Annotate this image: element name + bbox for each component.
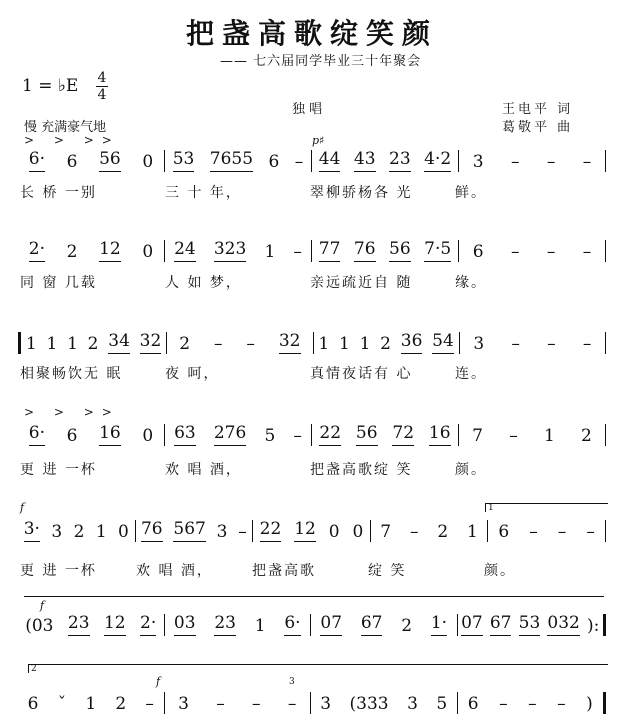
note-group: 0 [142, 152, 154, 172]
dynamic-f: f [156, 675, 161, 688]
measure [312, 149, 458, 172]
note-group: 1 [359, 334, 371, 354]
lyric-phrase: 欢 唱 酒， [136, 563, 213, 579]
note-group: 2 [581, 426, 592, 446]
note-group: 22 [260, 519, 282, 542]
note-group: 6 [268, 152, 280, 172]
lyric-phrase: 相聚畅饮无 眠 [20, 366, 123, 382]
note-group: 6 [467, 694, 479, 714]
note-group: 76 [141, 519, 163, 542]
note-group: 03 [174, 613, 196, 636]
note-group: 16 [99, 423, 121, 446]
note-group: 6 [66, 152, 78, 172]
note-group: 2 [115, 694, 127, 714]
note-group: (03 [25, 616, 54, 636]
measure [459, 242, 605, 262]
tempo-marking: 慢 充满豪气地 [24, 120, 107, 135]
note-group: 23 [389, 149, 411, 172]
lyric-phrase: 更 进 一杯 [20, 563, 97, 579]
dynamic-p: p♯ [312, 134, 325, 147]
lyrics-line [20, 563, 600, 579]
note-group: 53 [519, 613, 541, 636]
note-group: 07 [320, 613, 342, 636]
note-group: – [557, 522, 567, 542]
note-group: 7655 [210, 149, 253, 172]
lyricist: 王电平 词 [502, 102, 574, 117]
note-group: – [238, 522, 247, 542]
note-group: 5 [264, 426, 276, 446]
note-group: 0 [142, 242, 154, 262]
note-group: 1 [95, 522, 107, 542]
note-group: 53 [173, 149, 195, 172]
music-line [18, 518, 606, 542]
note-group: 07 [461, 613, 483, 636]
music-line [18, 422, 606, 446]
lyric-phrase: 把盏高歌 [252, 563, 316, 579]
dynamic-f: f [20, 501, 25, 514]
dynamic-f: f [40, 599, 45, 612]
measure [18, 423, 164, 446]
note-group: 2 [73, 522, 85, 542]
measure [312, 423, 458, 446]
measure [459, 426, 605, 446]
note-group: – [528, 694, 537, 714]
note-group: – [529, 522, 538, 542]
music-line [18, 690, 606, 714]
lyric-phrase: 颜。 [484, 563, 516, 579]
lyrics-line [20, 462, 600, 478]
measure [18, 613, 164, 636]
note-group: – [510, 152, 520, 172]
measure [312, 239, 458, 262]
note-group: 1 [338, 334, 350, 354]
measure [18, 149, 164, 172]
note-group: – [145, 694, 154, 714]
note-group: 2 [401, 616, 413, 636]
measure [18, 239, 164, 262]
note-group: 1 [318, 334, 330, 354]
lyric-phrase: 把盏高歌绽 笑 [310, 462, 413, 478]
note-group: 56 [356, 423, 378, 446]
note-group: 34 [108, 331, 130, 354]
measure [488, 522, 605, 542]
note-group: – [510, 242, 520, 262]
lyric-phrase: 绽 笑 [368, 563, 407, 579]
measure [165, 423, 311, 446]
note-group: (333 [349, 694, 389, 714]
barline [605, 150, 606, 172]
note-group: 6 [472, 242, 484, 262]
note-group: 567 [173, 519, 205, 542]
measure [458, 694, 604, 714]
note-group: 6 [27, 694, 39, 714]
barline [605, 424, 606, 446]
note-group: 56 [389, 239, 411, 262]
note-group: – [293, 242, 302, 262]
note-group: – [586, 522, 595, 542]
music-line [18, 612, 606, 636]
first-ending: 1 [485, 503, 608, 512]
note-group: ): [587, 616, 600, 636]
note-group: 7 [380, 522, 392, 542]
note-group: 6· [29, 423, 45, 446]
note-group: ) [586, 694, 593, 714]
time-signature [96, 70, 108, 103]
measure [18, 519, 135, 542]
note-group: 76 [354, 239, 376, 262]
note-group: 56 [99, 149, 121, 172]
note-group: 2 [380, 334, 391, 354]
note-group: 23 [214, 613, 236, 636]
composer: 葛敬平 曲 [502, 120, 574, 135]
music-line [18, 148, 606, 172]
triplet-mark: 3 [289, 677, 295, 687]
lyric-phrase: 真情夜话有 心 [310, 366, 413, 382]
lyric-phrase: 同 窗 几载 [20, 275, 97, 291]
note-group: 6· [284, 613, 300, 636]
note-group: ˇ [57, 694, 67, 714]
lyric-phrase: 更 进 一杯 [20, 462, 97, 478]
lyric-phrase: 亲远疏近自 随 [310, 275, 413, 291]
note-group: 1 [67, 334, 78, 354]
note-group: 3 [178, 694, 189, 714]
performance-type: 独 唱 [292, 102, 323, 117]
note-group: 1 [543, 426, 555, 446]
lyric-phrase: 三 十 年， [165, 185, 242, 201]
note-group: – [246, 334, 255, 354]
measure [371, 522, 488, 542]
note-group: 32 [140, 331, 162, 354]
note-group: – [582, 334, 592, 354]
barline [603, 614, 606, 636]
lyrics-line [20, 366, 600, 382]
note-group: – [509, 426, 518, 446]
measure [165, 149, 311, 172]
note-group: 77 [319, 239, 341, 262]
note-group: 63 [174, 423, 196, 446]
note-group: 6 [66, 426, 78, 446]
note-group: 22 [319, 423, 341, 446]
note-group: 5 [436, 694, 448, 714]
lyric-phrase: 欢 唱 酒， [165, 462, 242, 478]
note-group: 0 [352, 522, 364, 542]
bracket-line [24, 596, 604, 597]
note-group: 12 [99, 239, 121, 262]
lyric-phrase: 鲜。 [455, 185, 487, 201]
measure [460, 334, 605, 354]
note-group: – [582, 152, 592, 172]
note-group: 23 [68, 613, 90, 636]
note-group: 3 [472, 152, 484, 172]
note-group: 72 [392, 423, 414, 446]
music-line [18, 238, 606, 262]
second-ending: 2 [28, 664, 608, 673]
barline [605, 332, 606, 354]
note-group: 0 [328, 522, 340, 542]
note-group: 54 [432, 331, 454, 354]
key-signature: 1 = ♭E [22, 76, 79, 96]
note-group: 0 [118, 522, 129, 542]
note-group: 4·2 [424, 149, 451, 172]
measure [311, 613, 457, 636]
note-group: 12 [104, 613, 126, 636]
note-group: 2 [437, 522, 449, 542]
note-group: – [547, 334, 556, 354]
note-group: 2 [66, 242, 78, 262]
note-group: 3 [320, 694, 332, 714]
time-bottom: 4 [97, 87, 107, 103]
measure [21, 331, 166, 354]
note-group: – [216, 694, 225, 714]
measure [136, 519, 253, 542]
subtitle: —— 七六届同学毕业三十年聚会 [220, 54, 422, 69]
note-group: – [511, 334, 520, 354]
note-group: 1 [25, 334, 37, 354]
note-group: 2· [140, 613, 156, 636]
note-group: – [294, 152, 304, 172]
measure [165, 694, 311, 714]
note-group: – [546, 242, 556, 262]
note-group: – [213, 334, 223, 354]
measure [165, 239, 311, 262]
note-group: – [499, 694, 508, 714]
accent-marks: > > >> [24, 133, 120, 147]
measure [311, 694, 457, 714]
note-group: 24 [174, 239, 196, 262]
lyric-phrase: 连。 [455, 366, 487, 382]
note-group: 1· [431, 613, 447, 636]
note-group: – [557, 694, 566, 714]
music-line [18, 330, 606, 354]
song-title: 把盏高歌绽笑颜 [185, 17, 438, 50]
lyric-phrase: 翠柳骄杨各 光 [310, 185, 413, 201]
note-group: 3· [24, 519, 40, 542]
measure [458, 613, 604, 636]
lyrics-line [20, 275, 600, 291]
note-group: 6· [29, 149, 45, 172]
lyric-phrase: 长 桥 一别 [20, 185, 97, 201]
note-group: 1 [254, 616, 266, 636]
lyric-phrase: 夜 呵， [165, 366, 220, 382]
note-group: – [287, 694, 297, 714]
barline [603, 692, 606, 714]
lyric-phrase: 颜。 [455, 462, 487, 478]
measure [314, 331, 459, 354]
barline [605, 520, 606, 542]
note-group: 6 [498, 522, 510, 542]
note-group: 12 [294, 519, 316, 542]
note-group: 1 [264, 242, 276, 262]
lyric-phrase: 缘。 [455, 275, 487, 291]
note-group: 323 [214, 239, 246, 262]
note-group: 2 [87, 334, 99, 354]
note-group: 3 [473, 334, 485, 354]
note-group: 16 [429, 423, 451, 446]
note-group: 3 [51, 522, 63, 542]
note-group: 44 [319, 149, 341, 172]
measure [18, 694, 164, 714]
measure [167, 331, 312, 354]
note-group: – [252, 694, 261, 714]
note-group: 7·5 [424, 239, 451, 262]
note-group: 43 [354, 149, 376, 172]
note-group: 3 [216, 522, 228, 542]
note-group: 2· [29, 239, 45, 262]
note-group: 276 [214, 423, 246, 446]
note-group: 7 [472, 426, 483, 446]
note-group: 67 [361, 613, 383, 636]
note-group: 3 [407, 694, 418, 714]
note-group: 0 [142, 426, 154, 446]
time-top: 4 [97, 70, 107, 86]
note-group: – [546, 152, 556, 172]
note-group: 032 [547, 613, 579, 636]
measure [165, 613, 311, 636]
note-group: 1 [467, 522, 478, 542]
note-group: 1 [85, 694, 97, 714]
accent-marks: > > >> [24, 405, 120, 419]
measure [459, 152, 605, 172]
note-group: 36 [401, 331, 423, 354]
measure [253, 519, 370, 542]
note-group: 2 [179, 334, 191, 354]
note-group: 67 [490, 613, 512, 636]
lyric-phrase: 人 如 梦， [165, 275, 242, 291]
barline [605, 240, 606, 262]
note-group: – [293, 426, 302, 446]
note-group: 1 [46, 334, 58, 354]
lyrics-line [20, 185, 600, 201]
note-group: – [409, 522, 419, 542]
note-group: – [582, 242, 592, 262]
note-group: 32 [279, 331, 301, 354]
